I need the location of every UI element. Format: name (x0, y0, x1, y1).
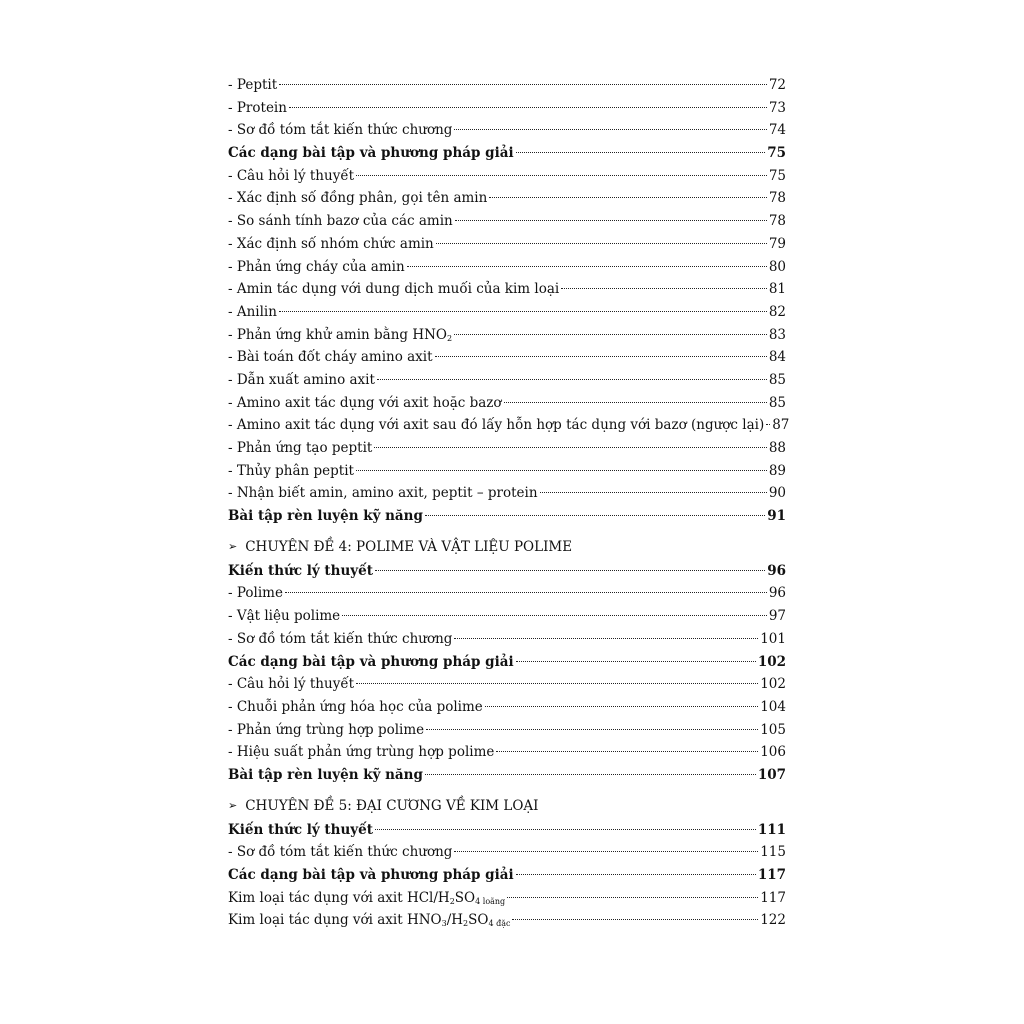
toc-entry-text: Kiến thức lý thuyết (228, 562, 373, 579)
toc-entry-text: - Peptit (228, 77, 278, 93)
toc-entry-text: Kim loại tác dụng với axit HNO (228, 912, 442, 929)
page-number: 84 (768, 349, 786, 366)
toc-entry-text: - Hiệu suất phản ứng trùng hợp polime (228, 744, 495, 761)
dot-leader (540, 492, 767, 493)
dot-leader (356, 470, 767, 471)
toc-entry (228, 119, 786, 142)
toc-entry-text: Bài tập rèn luyện kỹ năng (228, 508, 423, 525)
toc-entry (228, 696, 786, 719)
dot-leader (504, 402, 767, 403)
page-number: 78 (768, 190, 786, 207)
toc-entry-label (228, 437, 372, 460)
toc-entry-text: - Sơ đồ tóm tắt kiến thức chương (228, 122, 453, 139)
toc-entry-text: Kiến thức lý thuyết (228, 821, 373, 838)
subscript: 2 (446, 333, 453, 343)
page-number: 80 (768, 258, 786, 275)
subscript: 2 (463, 919, 469, 929)
chapter-title: CHUYÊN ĐỀ 4: POLIME VÀ VẬT LIỆU POLIME (245, 538, 573, 555)
toc-entry (228, 719, 786, 742)
page-number: 105 (760, 721, 786, 738)
dot-leader (285, 592, 767, 593)
toc-entry-text: Các dạng bài tập và phương pháp giải (228, 145, 514, 162)
toc-entry (228, 887, 786, 910)
toc-entry-text: - Nhận biết amin, amino axit, peptit – protein (228, 485, 538, 502)
toc-entry (228, 651, 786, 674)
page-number: 88 (768, 440, 786, 456)
dot-leader (436, 243, 767, 244)
toc-entry-text: - Xác định số nhóm chức amin (228, 235, 434, 252)
toc-entry-label (228, 165, 354, 188)
toc-entry (228, 460, 786, 483)
dot-leader (496, 751, 758, 752)
dot-leader (454, 851, 758, 852)
dot-leader (766, 424, 770, 425)
toc-entry-text: - Sơ đồ tóm tắt kiến thức chương (228, 630, 453, 647)
toc-entry (228, 301, 786, 324)
toc-entry-label (228, 346, 433, 369)
toc-entry (228, 841, 786, 864)
subscript: 3 (441, 919, 447, 929)
page-number: 89 (768, 462, 786, 479)
toc-entry-text: Kim loại tác dụng với axit HCl/H (228, 889, 450, 906)
page-number: 97 (768, 608, 786, 625)
dot-leader (279, 84, 767, 85)
toc-entry-text: - Câu hỏi lý thuyết (228, 167, 355, 184)
toc-entry-label (228, 560, 373, 583)
page-number: 72 (768, 77, 786, 93)
dot-leader (485, 706, 758, 707)
toc-entry (228, 187, 786, 210)
toc-entry-label (228, 414, 764, 437)
toc-entry-text: SO (454, 889, 476, 906)
toc-entry-text: - Xác định số đồng phân, gọi tên amin (228, 190, 488, 207)
dot-leader (356, 175, 767, 176)
toc-entry-text: - Câu hỏi lý thuyết (228, 676, 355, 693)
toc-entry (228, 324, 786, 347)
toc-entry-text: - Phản ứng trùng hợp polime (228, 721, 425, 738)
toc-entry (228, 628, 786, 651)
dot-leader (356, 683, 758, 684)
toc-entry-text: Bài tập rèn luyện kỹ năng (228, 766, 423, 783)
toc-entry (228, 256, 786, 279)
chapter-heading (228, 536, 786, 558)
toc-entry-text: - So sánh tính bazơ của các amin (228, 213, 453, 230)
toc-entry-label (228, 301, 277, 324)
toc-entry-text: - Chuỗi phản ứng hóa học của polime (228, 698, 483, 715)
dot-leader (455, 220, 767, 221)
page-number: 90 (768, 485, 786, 502)
toc-entry (228, 437, 786, 460)
page-number: 96 (768, 585, 786, 602)
toc-entry (228, 278, 786, 301)
page-number: 107 (757, 766, 786, 783)
toc-entry-label (228, 119, 452, 142)
page-number: 78 (768, 213, 786, 230)
page-number: 102 (760, 676, 786, 693)
toc-entry-text: - Phản ứng khử amin bằng HNO (228, 326, 447, 343)
toc-entry (228, 414, 790, 437)
toc-entry-label (228, 97, 287, 120)
toc-entry-text: Các dạng bài tập và phương pháp giải (228, 867, 514, 883)
toc-entry-text: - Dẫn xuất amino axit (228, 371, 375, 388)
toc-entry-text: - Polime (228, 585, 283, 602)
toc-entry-label (228, 74, 277, 97)
page-number: 74 (768, 122, 786, 139)
toc-entry-label (228, 819, 373, 842)
toc-entry-text: - Phản ứng tạo peptit (228, 440, 373, 456)
toc-entry (228, 741, 786, 764)
page-number: 91 (767, 508, 786, 525)
toc-entry-text: - Amino axit tác dụng với axit hoặc bazơ (228, 394, 502, 411)
toc-entry-text: - Amino axit tác dụng với axit sau đó lấy hỗn hợp tác dụng với bazơ (ngược lại) (228, 417, 765, 434)
page-number: 101 (760, 630, 786, 647)
page-number: 87 (772, 417, 790, 434)
toc-entry-text: - Bài toán đốt cháy amino axit (228, 349, 433, 366)
page-number: 104 (760, 698, 786, 715)
toc-entry (228, 864, 786, 887)
page-number: 102 (757, 653, 786, 670)
table-of-contents (228, 74, 790, 932)
page-number: 111 (757, 821, 786, 838)
toc-entry-text: - Protein (228, 99, 287, 116)
page-number: 115 (760, 844, 786, 861)
toc-entry-text: SO (468, 912, 489, 929)
dot-leader (454, 638, 758, 639)
toc-entry-label (228, 142, 514, 165)
toc-entry-text: - Phản ứng cháy của amin (228, 258, 405, 275)
page-number: 85 (768, 371, 786, 388)
toc-entry-label (228, 324, 452, 347)
dot-leader (454, 129, 766, 130)
page-number: 96 (767, 562, 786, 579)
page-number: 82 (768, 303, 786, 320)
toc-entry-label (228, 278, 559, 301)
dot-leader (425, 774, 756, 775)
toc-entry (228, 210, 786, 233)
page-number: 117 (757, 867, 786, 883)
toc-entry (228, 97, 786, 120)
toc-entry (228, 482, 786, 505)
dot-leader (375, 570, 765, 571)
dot-leader (516, 661, 756, 662)
page-number: 75 (768, 167, 786, 184)
toc-entry-label (228, 696, 483, 719)
toc-entry-label (228, 369, 375, 392)
page-number: 83 (768, 326, 786, 343)
toc-entry-label (228, 582, 283, 605)
toc-entry-label (228, 887, 505, 910)
arrow-icon: ➢ (228, 798, 238, 812)
toc-entry-label (228, 460, 354, 483)
toc-entry-text: - Sơ đồ tóm tắt kiến thức chương (228, 844, 453, 861)
toc-entry (228, 505, 786, 528)
dot-leader (516, 152, 766, 153)
dot-leader (425, 515, 765, 516)
page-number: 106 (760, 744, 786, 761)
toc-entry-label (228, 605, 340, 628)
toc-entry (228, 605, 786, 628)
page-number: 73 (768, 99, 786, 116)
toc-entry (228, 909, 786, 932)
dot-leader (289, 107, 767, 108)
toc-entry-text: - Thủy phân peptit (228, 462, 354, 479)
toc-entry-label (228, 256, 405, 279)
dot-leader (454, 334, 767, 335)
toc-entry (228, 142, 786, 165)
toc-entry-label (228, 673, 354, 696)
dot-leader (407, 266, 767, 267)
dot-leader (377, 379, 767, 380)
dot-leader (489, 197, 766, 198)
toc-entry-text: - Amin tác dụng với dung dịch muối của kim loại (228, 281, 560, 298)
chapter-heading (228, 795, 786, 817)
toc-entry-label (228, 864, 514, 887)
toc-entry-text: - Anilin (228, 303, 277, 320)
dot-leader (512, 919, 758, 920)
page-number: 85 (768, 394, 786, 411)
page-number: 79 (768, 235, 786, 252)
subscript: 2 (449, 896, 455, 906)
toc-entry-label (228, 764, 423, 787)
page-number: 117 (760, 889, 786, 906)
dot-leader (279, 311, 767, 312)
toc-entry-text: /H (446, 912, 464, 929)
toc-entry (228, 369, 786, 392)
dot-leader (516, 874, 756, 875)
dot-leader (342, 615, 767, 616)
toc-entry-label (228, 392, 502, 415)
dot-leader (374, 447, 766, 448)
toc-entry-text: - Vật liệu polime (228, 608, 341, 625)
page-number: 75 (767, 145, 786, 162)
chapter-title: CHUYÊN ĐỀ 5: ĐẠI CƯƠNG VỀ KIM LOẠI (245, 797, 539, 814)
toc-entry-label (228, 741, 494, 764)
toc-entry-label (228, 233, 434, 256)
page-number: 122 (760, 912, 786, 929)
toc-entry (228, 233, 786, 256)
toc-entry (228, 560, 786, 583)
dot-leader (426, 729, 758, 730)
toc-entry-label (228, 651, 514, 674)
dot-leader (435, 356, 767, 357)
toc-entry-label (228, 841, 452, 864)
toc-entry (228, 673, 786, 696)
subscript: 4 loãng (475, 896, 506, 906)
toc-entry-label (228, 482, 538, 505)
toc-entry-label (228, 505, 423, 528)
toc-entry (228, 165, 786, 188)
toc-entry-label (228, 909, 510, 932)
subscript: 4 đặc (488, 919, 511, 929)
toc-entry (228, 346, 786, 369)
toc-entry-label (228, 628, 452, 651)
arrow-icon: ➢ (228, 539, 238, 553)
toc-entry (228, 392, 786, 415)
toc-entry (228, 764, 786, 787)
toc-entry-label (228, 210, 453, 233)
toc-entry-text: Các dạng bài tập và phương pháp giải (228, 653, 514, 670)
toc-entry (228, 819, 786, 842)
dot-leader (507, 897, 758, 898)
page-number: 81 (768, 281, 786, 298)
toc-entry (228, 74, 786, 97)
toc-entry-label (228, 187, 487, 210)
dot-leader (375, 829, 756, 830)
toc-entry (228, 582, 786, 605)
dot-leader (561, 288, 767, 289)
toc-entry-label (228, 719, 424, 742)
